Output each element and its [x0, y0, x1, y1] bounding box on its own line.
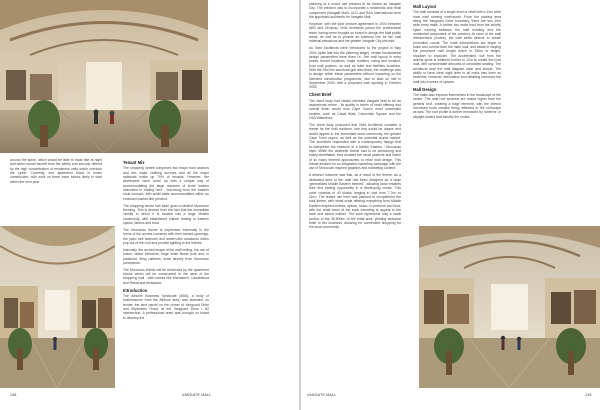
mall-interior-illustration	[0, 0, 208, 153]
left-page	[0, 0, 299, 410]
body-paragraph: The Athlone Business Syndicate (ABS), a body of businessmen from the Athlone area, was awarded, on tender, the land parcel on the corner of Vanguard Drive and Klipfontein Road, at the Vanguard Drive / N2 intersection. A professional team was brought on board to develop the	[123, 293, 209, 320]
body-paragraph: The Moroccan theme will be reinforced by the apartment blocks which will be constructed to the west of the shopping mall - with names like Marrakech, Casablanca and Rabat and Andalucia.	[123, 267, 209, 285]
right-running-title: VANGATE MALL	[307, 393, 337, 397]
body-paragraph: The client body had clearly intended Vangate Mall to be an aspirational centre - its quality in terms of retail offering and overall finish would rival Cape Town's most successful centres, such as Canal Walk, Cavendish Square and the V&A Waterfront.	[309, 98, 401, 120]
mall-interior-photo-top-left	[0, 0, 208, 153]
left-page-column-1	[10, 158, 102, 187]
body-paragraph: The Moroccan theme is expressed externally in the forms of the arches cochères with their arched openings, the palm tree avenues and lantern-like structures which pop out of the roof and provide lighting to the interior.	[123, 227, 209, 245]
section-heading-client-brief: Client Brief	[309, 92, 332, 98]
mall-promenade-illustration	[0, 226, 115, 388]
body-paragraph: The shopping centre has been given a distinct Moroccan theming. This is derived from the fact that the immediate vicinity in which it is located has a large Muslim community, with established culture trading in eastern spices, fabrics and food.	[123, 203, 209, 225]
right-page-column-2	[413, 2, 501, 121]
body-paragraph: Internally, the arched shape of the mall ceiling, the use of colour, lattice elements, large scale flower pots and, in particular, tiling patterns, draw directly from Moroccan precedents.	[123, 247, 209, 265]
body-paragraph: The mall consists of a single level of retail with a 10m wide main mall running north/south. From the parking area along the Vanguard Drive boundary, there are two 10m wide entry malls. A further two malls lead from the activity spine running between the mall building and the residential component of the precinct. At each of the mall intersections (nodes), the mall width widens to create promotion courts. The node intersections are larger in scale and volume than the main mall, and assist in varying the perceived mall length which is 250m in length, shoulder to shoulder. The accelerated roof from the activity spine is widened further to 12m to create the food mall, with considerable amounts of concealed seating. The architects kept the mall diagram clear and simple. The ability to have clear sight lines in all malls was seen as essential. However, articulation and detailing introduce the mall into a series of spaces.	[413, 10, 501, 84]
mall-interior-photo-right	[419, 226, 600, 388]
mall-interior-photo-bottom-left	[0, 226, 115, 388]
section-heading-introduction: Introduction	[123, 287, 148, 293]
section-heading-mall-layout: Mall Layout	[413, 4, 437, 9]
body-paragraph: However, with the joint venture agreement in 2004 between ABS and Zenprop, Vivid Architects joined the professional team, having been brought on board to design the Mall public areas, as well as to provide an advisory role for the mall external elevations and the greater Vangate City precinct.	[309, 21, 401, 44]
body-paragraph: planning of a mixed use precinct to be known as Vangate City. The precinct was to incorporate a residential and retail component (Vangate Mall). ACG and RAA International were the appointed architects for Vangate Mall.	[309, 2, 401, 20]
right-page	[301, 0, 600, 410]
left-running-title: VANGATE MALL	[182, 393, 212, 397]
body-paragraph: around the spine, which would be able to trade late at night and which would benefit from the safety and security offered by the high concentration of residential units which overlook the spine. Currently, one apartment block is under construction, with work on three more blocks likely to start within the next year.	[10, 158, 102, 184]
body-paragraph: The client body proposed that Vivid Architects consider a theme for the mall surfaces, one that would be unique and would appeal to the immediate local community, the greater Cape Town region, as well as the potential tourist market. The architects responded with a contemporary design that re-interpreted the essence of a Middle Eastern / Moroccan style. While the aesthetic theme had to be welcoming and easily identifiable, they avoided the usual pastiche and kitsch of so many themed approaches to retail mall design. This theme allowed for an integrated marketing campaign with the use of Moroccan inspired graphics and marketing content.	[309, 122, 401, 171]
body-paragraph: A desired outcome was that, as a result of the theme, as a dedicated area of the mall had been designed as a large 'generalised Middle Eastern themed' - allowing loose retailers their first trading opportunity in a developing centre. This zone consists of 40 kiosks ranging in size from 7.7m² to 11m². The tenant mix here was planned to complement the mall theme, with small scale offering everything from Middle Eastern inspired clothes, spices, music, to perfume and food, with the retail focus of the souk intending to appeal to the local and tourist market. The souk represents only a small portion of the 38,600m² of the retail area, yielding welcome relief to the business, allowing for convenient shopping for the local community.	[309, 173, 401, 230]
section-heading-mall-design: Mall Design	[413, 86, 437, 92]
left-page-column-2	[123, 158, 209, 323]
section-heading-tenant-mix: Tenant Mix	[123, 160, 145, 165]
body-paragraph: The malls also express themselves in the landscape of the centre. The mall roof sections are raised higher than the general roof, creating a ridge element, with the interior increased roofs created being reflected in the roofscape as well. The roof profile is further enhanced by 'lanterns' or skylight towers that identify the nodes.	[413, 92, 501, 119]
left-page-number: 148	[10, 393, 17, 397]
body-paragraph: As Vivid Architects were introduced to the project in May 2004 (quite late into the planning stage), certain fundamental design parameters were fixed i.e., the mall layout in entry points, tenant locations, major retailers' sizing and location, food mall position, as well as toilet and facilities locations. With the 18x10m structural grid also fixed, the challenge was to design within these parameters without impacting on the intended construction programme, due to start on site in September 2004, with a proposed mall opening in October 2005.	[309, 46, 401, 90]
right-page-number: 149	[585, 393, 592, 397]
right-page-column-1	[309, 2, 401, 232]
body-paragraph: The shopping centre comprises two major food anchors and two major clothing anchors and all the major nationals make up 70% of tenants. However, the developers have come up with a unique way of accommodating the large numbers of loose traders interested in trading here - borrowing from the eastern souk concept, with small stalls accommodated within an enclosed market-like precinct.	[123, 166, 209, 201]
mall-node-skylight-illustration	[419, 226, 600, 388]
